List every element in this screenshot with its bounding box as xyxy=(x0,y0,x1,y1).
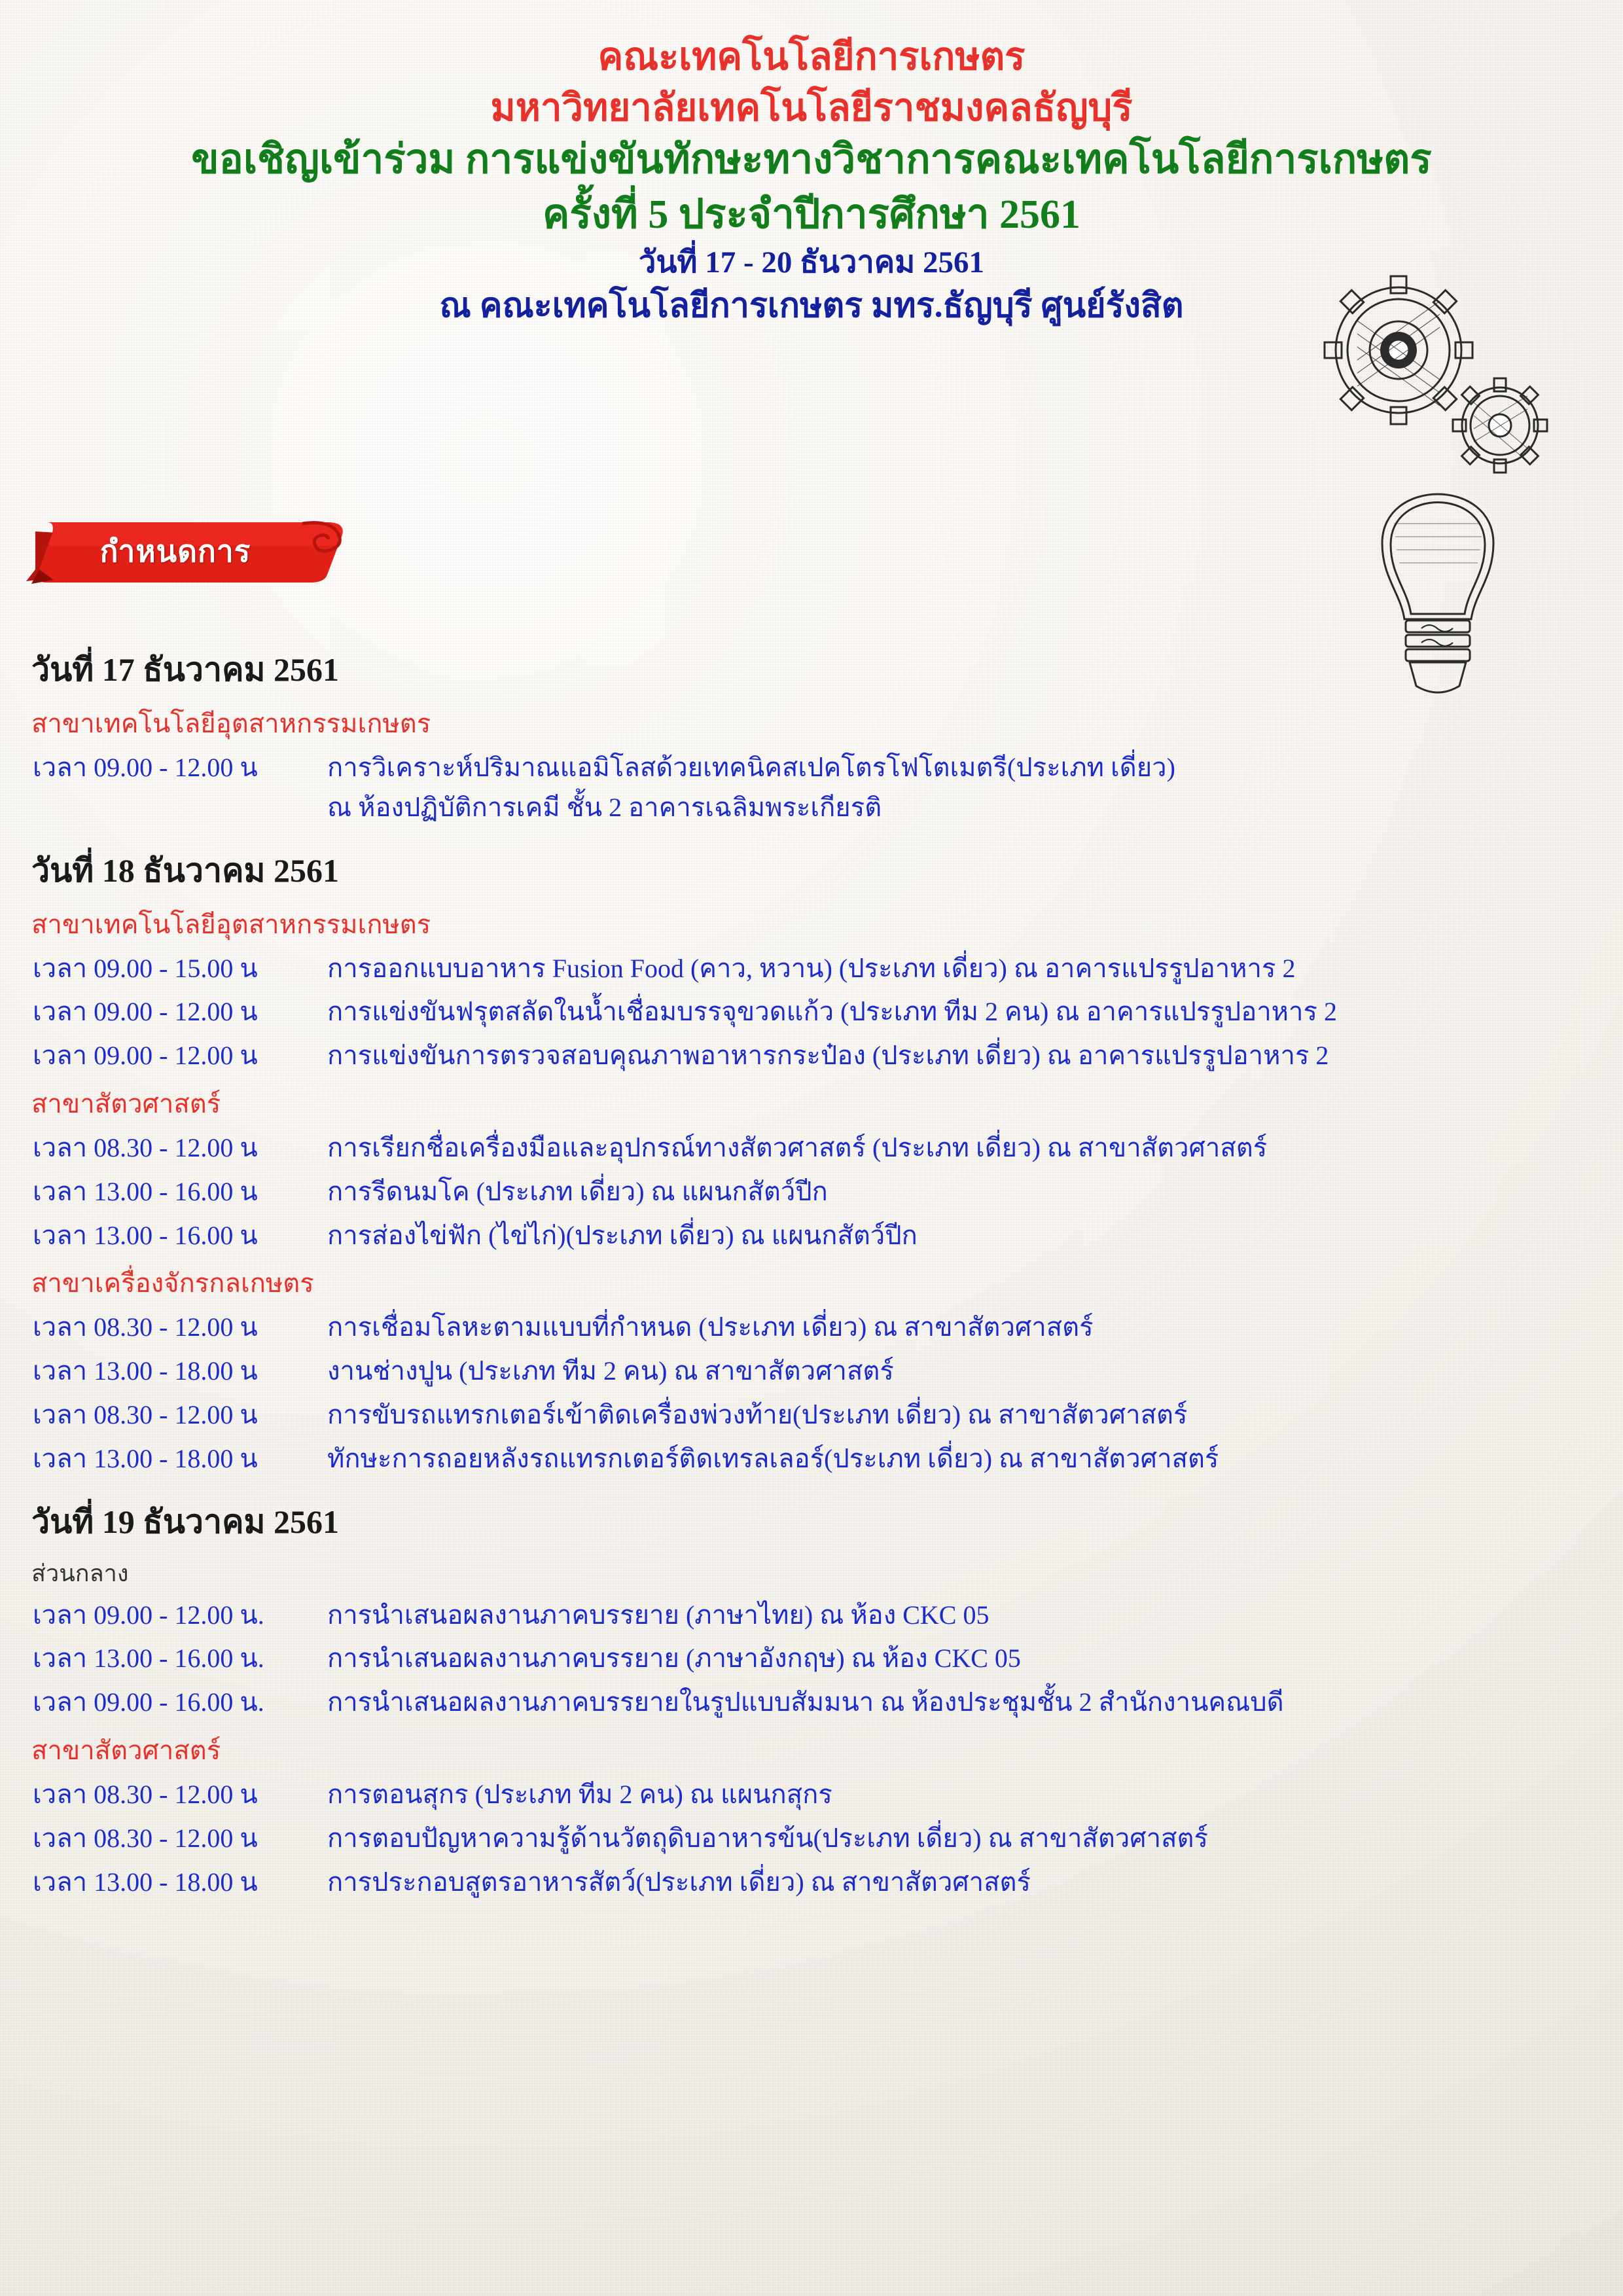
event-dates: วันที่ 17 - 20 ธันวาคม 2561 xyxy=(639,245,984,279)
row-detail: การนำเสนอผลงานภาคบรรยาย (ภาษาไทย) ณ ห้อง CKC 05 xyxy=(327,1600,990,1630)
row-detail: การขับรถแทรกเตอร์เข้าติดเครื่องพ่วงท้าย(ประเภท เดี่ยว) ณ สาขาสัตวศาสตร์ xyxy=(327,1399,1188,1429)
schedule-row xyxy=(33,1819,1599,1859)
row-detail: การแข่งขันฟรุตสลัดในน้ำเชื่อมบรรจุขวดแก้ว (ประเภท ทีม 2 คน) ณ อาคารแปรรูปอาหาร 2 xyxy=(327,997,1337,1027)
row-time: เวลา 13.00 - 18.00 น xyxy=(33,1356,258,1386)
section-title: สาขาเทคโนโลยีอุตสาหกรรมเกษตร xyxy=(31,709,431,738)
schedule-row xyxy=(33,1395,1599,1435)
schedule-body xyxy=(29,627,1599,1906)
section-title: สาขาเครื่องจักรกลเกษตร xyxy=(31,1268,314,1299)
schedule-row xyxy=(33,1683,1599,1723)
row-time: เวลา 13.00 - 16.00 น. xyxy=(33,1643,264,1674)
small-gear-icon xyxy=(1453,378,1547,473)
row-detail: การออกแบบอาหาร Fusion Food (คาว, หวาน) (ประเภท เดี่ยว) ณ อาคารแปรรูปอาหาร 2 xyxy=(327,953,1296,983)
schedule-row xyxy=(33,1216,1599,1256)
day-title: วันที่ 17 ธันวาคม 2561 xyxy=(31,651,339,688)
faculty-name: คณะเทคโนโลยีการเกษตร xyxy=(597,35,1026,78)
row-detail: การรีดนมโค (ประเภท เดี่ยว) ณ แผนกสัตว์ปีก xyxy=(327,1176,828,1206)
schedule-row xyxy=(33,1639,1599,1679)
row-time: เวลา 08.30 - 12.00 น xyxy=(33,1132,258,1162)
university-name: มหาวิทยาลัยเทคโนโลยีราชมงคลธัญบุรี xyxy=(490,86,1133,129)
day-title: วันที่ 19 ธันวาคม 2561 xyxy=(31,1503,339,1540)
row-time: เวลา 08.30 - 12.00 น xyxy=(33,1779,258,1809)
row-time: เวลา 13.00 - 18.00 น xyxy=(33,1443,258,1473)
row-time: เวลา 08.30 - 12.00 น xyxy=(33,1312,258,1342)
row-time: เวลา 13.00 - 16.00 น xyxy=(33,1220,258,1250)
row-detail: การวิเคราะห์ปริมาณแอมิโลสด้วยเทคนิคสเปคโตรโฟโตเมตรี(ประเภท เดี่ยว) xyxy=(327,753,1175,782)
agenda-ribbon xyxy=(20,509,360,594)
row-detail: การตอนสุกร (ประเภท ทีม 2 คน) ณ แผนกสุกร xyxy=(327,1779,832,1809)
section-title: สาขาเทคโนโลยีอุตสาหกรรมเกษตร xyxy=(31,909,431,939)
day-title: วันที่ 18 ธันวาคม 2561 xyxy=(31,852,339,889)
ribbon-label: กำหนดการ xyxy=(99,535,251,568)
poster-header xyxy=(0,0,1623,329)
row-detail: การแข่งขันการตรวจสอบคุณภาพอาหารกระป๋อง (ประเภท เดี่ยว) ณ อาคารแปรรูปอาหาร 2 xyxy=(327,1041,1329,1071)
row-detail: การส่องไข่ฟัก (ไข่ไก่)(ประเภท เดี่ยว) ณ แผนกสัตว์ปีก xyxy=(327,1220,918,1250)
schedule-row xyxy=(33,1439,1599,1479)
row-detail: การนำเสนอผลงานภาคบรรยาย (ภาษาอังกฤษ) ณ ห้อง CKC 05 xyxy=(327,1643,1021,1674)
row-detail: การตอบปัญหาความรู้ด้านวัตถุดิบอาหารข้น(ประเภท เดี่ยว) ณ สาขาสัตวศาสตร์ xyxy=(327,1823,1208,1853)
schedule-row xyxy=(33,949,1599,989)
section-title: สาขาสัตวศาสตร์ xyxy=(31,1735,221,1765)
event-venue: ณ คณะเทคโนโลยีการเกษตร มทร.ธัญบุรี ศูนย์รังสิต xyxy=(439,287,1184,325)
row-detail: การประกอบสูตรอาหารสัตว์(ประเภท เดี่ยว) ณ สาขาสัตวศาสตร์ xyxy=(327,1867,1031,1897)
row-time: เวลา 09.00 - 15.00 น xyxy=(33,953,258,983)
row-detail: ทักษะการถอยหลังรถแทรกเตอร์ติดเทรลเลอร์(ประเภท เดี่ยว) ณ สาขาสัตวศาสตร์ xyxy=(327,1443,1219,1473)
row-time: เวลา 09.00 - 12.00 น. xyxy=(33,1600,264,1630)
schedule-row xyxy=(33,748,1599,828)
row-time: เวลา 09.00 - 12.00 น xyxy=(33,1041,258,1071)
schedule-row xyxy=(33,1352,1599,1391)
schedule-row xyxy=(33,1596,1599,1636)
invitation-line: ขอเชิญเข้าร่วม การแข่งขันทักษะทางวิชาการคณะเทคโนโลยีการเกษตร xyxy=(191,137,1432,183)
row-time: เวลา 09.00 - 12.00 น xyxy=(33,997,258,1027)
row-time: เวลา 09.00 - 12.00 น xyxy=(33,753,258,782)
edition-line: ครั้งที่ 5 ประจำปีการศึกษา 2561 xyxy=(542,192,1081,237)
row-detail: งานช่างปูน (ประเภท ทีม 2 คน) ณ สาขาสัตวศาสตร์ xyxy=(327,1356,894,1386)
schedule-row xyxy=(33,1308,1599,1348)
schedule-row xyxy=(33,1775,1599,1815)
section-title: สาขาสัตวศาสตร์ xyxy=(31,1088,221,1119)
section-title: ส่วนกลาง xyxy=(31,1560,129,1587)
schedule-row xyxy=(33,1863,1599,1903)
row-time: เวลา 08.30 - 12.00 น xyxy=(33,1823,258,1853)
row-time: เวลา 08.30 - 12.00 น xyxy=(33,1399,258,1429)
row-detail: การเรียกชื่อเครื่องมือและอุปกรณ์ทางสัตวศาสตร์ (ประเภท เดี่ยว) ณ สาขาสัตวศาสตร์ xyxy=(327,1132,1268,1162)
schedule-row xyxy=(33,992,1599,1032)
row-time: เวลา 13.00 - 16.00 น xyxy=(33,1176,258,1206)
schedule-row xyxy=(33,1128,1599,1168)
row-detail: การเชื่อมโลหะตามแบบที่กำหนด (ประเภท เดี่ยว) ณ สาขาสัตวศาสตร์ xyxy=(327,1312,1094,1342)
schedule-row xyxy=(33,1172,1599,1212)
schedule-row xyxy=(33,1036,1599,1076)
row-detail-cont: ณ ห้องปฏิบัติการเคมี ชั้น 2 อาคารเฉลิมพระเกียรติ xyxy=(327,792,882,822)
row-time: เวลา 09.00 - 16.00 น. xyxy=(33,1687,264,1717)
row-time: เวลา 13.00 - 18.00 น xyxy=(33,1867,258,1897)
row-detail: การนำเสนอผลงานภาคบรรยายในรูปแบบสัมมนา ณ ห้องประชุมชั้น 2 สำนักงานคณบดี xyxy=(327,1687,1284,1717)
